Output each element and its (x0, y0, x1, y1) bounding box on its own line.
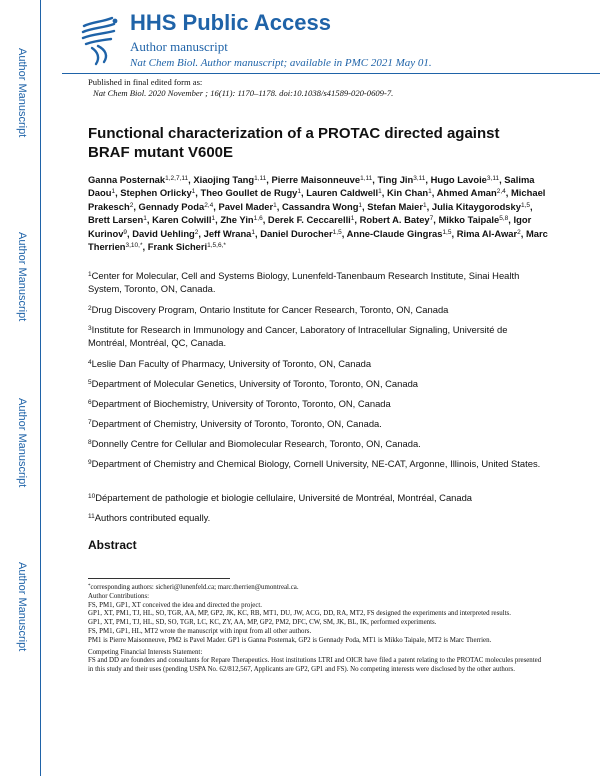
affiliation (88, 269, 543, 296)
affiliation (88, 303, 543, 316)
author-name: Cassandra Wong (282, 200, 359, 212)
author-name: Marc Therrien (88, 227, 548, 253)
header-subtitle: Author manuscript (130, 39, 228, 54)
author-name: Anne-Claude Gingras (346, 227, 443, 239)
affiliation-number: 1 (88, 271, 92, 278)
affiliation (88, 457, 543, 470)
affiliation-text: Department of Molecular Genetics, University of Toronto, Toronto, ON, Canada (91, 378, 418, 389)
affiliation-text: Department of Chemistry, University of Toronto, Toronto, ON, Canada. (91, 418, 382, 429)
author-name: Igor Kurinov (88, 214, 532, 239)
author-name: Stefan Maier (367, 200, 424, 212)
affiliation (88, 377, 543, 390)
author-affiliation-marker: 1,5 (520, 201, 530, 209)
author-affiliation-marker: 1 (297, 188, 302, 196)
side-rail (0, 0, 62, 776)
author-name: Theo Goullet de Rugy (200, 187, 298, 199)
author-name: Mikko Taipale (438, 214, 500, 226)
author-affiliation-marker: 3,10,* (125, 242, 143, 250)
author-name: Pierre Maisonneuve (271, 174, 361, 185)
contribution-line: GP1, XT, PM1, TJ, HL, SD, SO, TGR, LC, KC, ZY, AA, MP, GP2, PM2, DFC, CW, SM, JK, BL, IK, performed experiments. (88, 619, 437, 627)
published-note: Published in final edited form as: (88, 77, 203, 87)
paper-title: Functional characterization of a PROTAC directed against BRAF mutant V600E (88, 125, 500, 161)
affiliation-number: 8 (88, 439, 92, 446)
affiliation-number: 2 (88, 305, 92, 312)
author-name: Rima Al-Awar (456, 227, 518, 239)
affiliation (88, 491, 543, 504)
affiliation-number: 10 (88, 493, 96, 500)
affiliation-text: Center for Molecular, Cell and Systems Biology, Lunenfeld-Tanenbaum Research Institute, Sinai Health System, Toronto, ON, Canada. (88, 270, 520, 295)
author-name: Derek F. Ceccarelli (267, 214, 351, 226)
corresponding-authors: *corresponding authors: sicheri@lunenfeld.ca; marc.therrien@umontreal.ca. (88, 584, 299, 591)
side-label-author-manuscript: Author Manuscript (16, 232, 28, 322)
affiliation (88, 323, 543, 350)
author-affiliation-marker: 1,11 (360, 175, 373, 182)
author-affiliation-marker: 1,2,7,11 (165, 175, 189, 182)
side-label-author-manuscript: Author Manuscript (16, 398, 28, 488)
author-affiliation-marker: 1 (191, 188, 196, 196)
author-affiliation-marker: 2,4 (204, 201, 214, 209)
author-affiliation-marker: 1 (378, 188, 382, 196)
author-affiliation-marker: 2 (129, 201, 134, 209)
author-affiliation-marker: 1,5 (442, 228, 452, 236)
author-name: Pavel Mader (218, 200, 274, 212)
author-name: Michael Prakesch (88, 187, 546, 212)
contribution-line: GP1, XT, PM1, TJ, HL, SO, TGR, AA, MP, GP2, JK, KC, RB, MT1, DU, JW, ACG, DD, RA, MT2, FS designed the experiments and interpreted results. (88, 610, 511, 618)
affiliation-text: Donnelly Centre for Cellular and Biomolecular Research, Toronto, ON, Canada. (91, 438, 421, 449)
footnote-divider (88, 578, 230, 579)
author-list: Ganna Posternak$^{1,2,7,11}$, Xiaojing Tang$^{1,11}$, Pierre Maisonneuve$^{1,11}$, Ting Jin$^{3,11}$, Hugo Lavoie$^{3,11}$, Salima Daou$^1$, Stephen Orlicky$^1$, Theo Goullet de Rugy$^1$, Lauren Caldwell$^1$, Kin Chan$^1$, Ahmed Aman$^{2,4}$, Michael Prakesch$^2$, Gennady Poda$^{2,4}$, Pavel Mader$^1$, Cassandra Wong$^1$, Stefan Maier$^1$, Julia Kitaygorodsky$^{1,5}$, Brett Larsen$^1$, Karen Colwill$^1$, Zhe Yin$^{1,6}$, Derek F. Ceccarelli$^1$, Robert A. Batey$^7$, Mikko Taipale$^{5,8}$, Igor Kurinov$^9$, David Uehling$^2$, Jeff Wrana$^1$, Daniel Durocher$^{1,5}$, Anne-Claude Gingras$^{1,5}$, Rima Al-Awar$^2$, Marc Therrien$^{3,10,*}$, Frank Sicheri$^{1,5,6,*}$ (88, 174, 548, 253)
footnotes (88, 584, 543, 675)
contributions-heading: Author Contributions: (88, 592, 150, 600)
author-name: Lauren Caldwell (306, 187, 379, 199)
author-name: Karen Colwill (152, 214, 212, 226)
affiliation (88, 437, 543, 450)
affiliation-number: 9 (88, 459, 92, 466)
author-name: Ganna Posternak (88, 174, 166, 185)
author-affiliation-marker: 5,8 (499, 215, 509, 223)
author-affiliation-marker: 3,11 (486, 175, 500, 182)
side-divider (40, 0, 41, 776)
contributions (88, 602, 543, 646)
side-label-author-manuscript: Author Manuscript (16, 48, 28, 138)
author-affiliation-marker: 1 (211, 215, 216, 223)
author-name: Zhe Yin (220, 214, 254, 226)
affiliation (88, 511, 543, 524)
header-journal-line: Nat Chem Biol. Author manuscript; available in PMC 2021 May 01. (130, 57, 432, 69)
affiliation-text: Authors contributed equally. (94, 512, 211, 523)
author-affiliation-marker: 9 (123, 228, 128, 236)
author-name: Salima Daou (88, 174, 535, 199)
author-name: Daniel Durocher (260, 227, 333, 239)
author-name: Julia Kitaygorodsky (431, 200, 521, 212)
header-divider (62, 73, 600, 74)
author-affiliation-marker: 1,11 (254, 175, 267, 182)
author-name: Gennady Poda (138, 200, 205, 212)
affiliation-number: 7 (88, 419, 92, 426)
affiliation-text: Leslie Dan Faculty of Pharmacy, University of Toronto, ON, Canada (91, 358, 372, 369)
competing-heading: Competing Financial Interests Statement: (88, 648, 203, 656)
publication-info (88, 77, 548, 99)
side-label-author-manuscript: Author Manuscript (16, 562, 28, 652)
affiliation-number: 3 (88, 325, 92, 332)
author-affiliation-marker: 7 (429, 215, 434, 223)
author-affiliation-marker: 1 (273, 201, 277, 209)
author-affiliation-marker: 2 (517, 228, 521, 236)
affiliation-number: 5 (88, 379, 92, 386)
contribution-line: FS, PM1, GP1, HL, MT2 wrote the manuscript with input from all other authors. (88, 627, 312, 635)
author-name: Stephen Orlicky (120, 187, 192, 199)
affiliation-text: Drug Discovery Program, Ontario Institute for Cancer Research, Toronto, ON, Canada (91, 304, 449, 315)
author-affiliation-marker: 1 (423, 201, 427, 209)
author-name: David Uehling (132, 227, 195, 239)
author-name: Brett Larsen (88, 214, 144, 226)
hhs-eagle-icon (78, 12, 122, 66)
affiliation-number: 4 (88, 359, 92, 366)
competing-statement: FS and DD are founders and consultants for Repare Therapeutics. Host institutions LTRI and OICR have filed a patent relating to the PROTAC molecules presented in this study and their uses (pending USPA No. 62/812,567, Applicants are GP2, GP1 and FS). No competing interests were disclosed by the other authors. (88, 657, 542, 674)
author-affiliation-marker: 1 (111, 188, 116, 196)
author-affiliation-marker: 1,6 (253, 215, 263, 223)
author-name: Robert A. Batey (359, 214, 430, 226)
abstract-heading: Abstract (88, 538, 137, 552)
affiliation (88, 357, 543, 370)
author-affiliation-marker: 1,5 (332, 228, 342, 236)
author-affiliation-marker: 1 (251, 228, 256, 236)
affiliation-text: Institute for Research in Immunology and Cancer, Laboratory of Intracellular Signaling, Université de Montréal, Montréal, QC, Canada. (88, 324, 508, 349)
author-name: Ahmed Aman (436, 187, 497, 199)
author-affiliation-marker: 2 (194, 228, 199, 236)
author-name: Hugo Lavoie (430, 174, 487, 185)
author-name: Jeff Wrana (203, 227, 252, 239)
author-affiliation-marker: 1 (358, 201, 363, 209)
author-affiliation-marker: 1 (143, 215, 147, 223)
author-name: Frank Sicheri (147, 241, 208, 253)
author-affiliation-marker: 1 (350, 215, 355, 223)
affiliation-number: 6 (88, 399, 92, 406)
author-affiliation-marker: 1,5,6,* (207, 242, 226, 250)
author-affiliation-marker: 2,4 (496, 188, 506, 196)
contribution-line: FS, PM1, GP1, XT conceived the idea and directed the project. (88, 601, 263, 609)
affiliation-text: Department of Biochemistry, University of Toronto, Toronto, ON, Canada (91, 398, 391, 409)
author-affiliation-marker: 1 (428, 188, 432, 196)
affiliation-number: 11 (88, 513, 95, 520)
header-title: HHS Public Access (130, 10, 331, 35)
author-name: Ting Jin (377, 174, 414, 185)
author-affiliation-marker: 3,11 (413, 175, 426, 182)
affiliation-text: Department of Chemistry and Chemical Biology, Cornell University, NE-CAT, Argonne, Illinois, United States. (91, 458, 541, 469)
affiliation-text: Département de pathologie et biologie cellulaire, Université de Montréal, Montréal, Canada (95, 492, 473, 503)
citation[interactable]: Nat Chem Biol. 2020 November ; 16(11): 1170–1178. doi:10.1038/s41589-020-0609-7. (93, 88, 394, 98)
contribution-line: PM1 is Pierre Maisonneuve, PM2 is Pavel Mader. GP1 is Ganna Posternak, GP2 is Gennady Poda, MT1 is Mikko Taipale, MT2 is Marc Therrien. (88, 636, 492, 644)
affiliation (88, 417, 543, 430)
affiliation (88, 397, 543, 410)
author-name: Xiaojing Tang (193, 174, 255, 185)
author-name: Kin Chan (387, 187, 429, 199)
